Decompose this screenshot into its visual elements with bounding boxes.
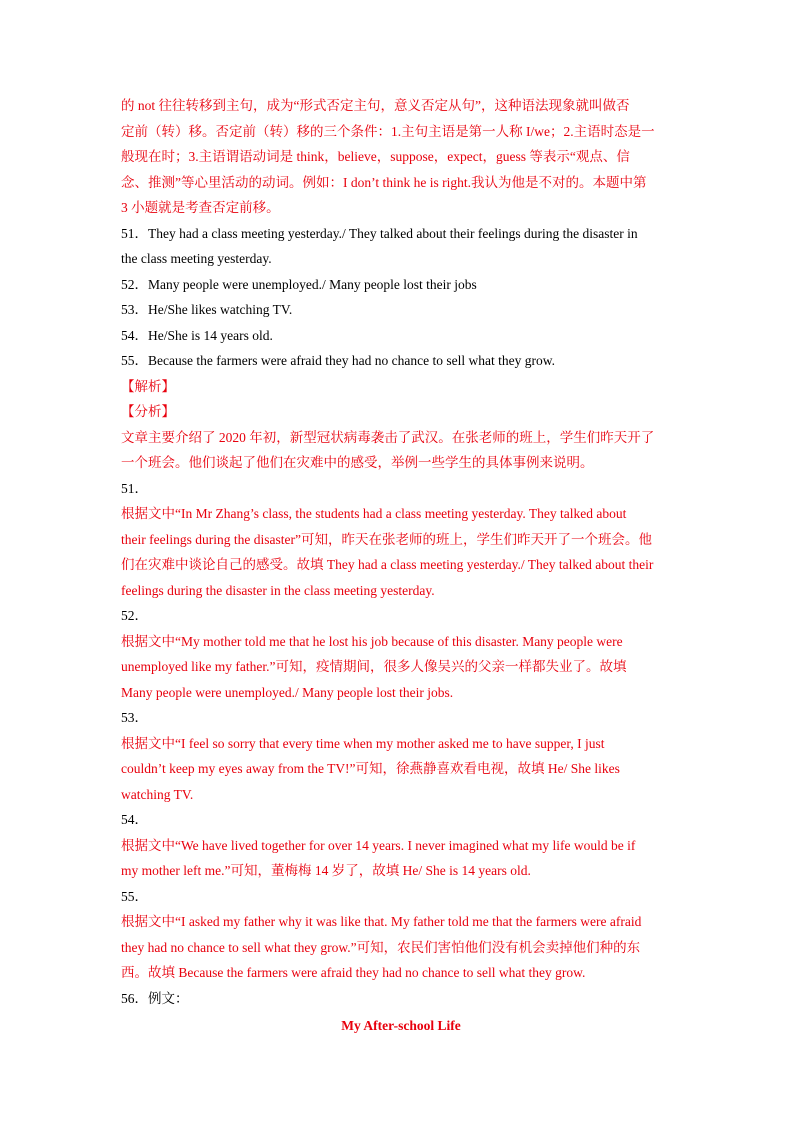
document-body [121,93,681,1011]
text-line: 54．He/She is 14 years old. [121,327,273,343]
text-line: 根据文中“We have lived together for over 14 years. I never imagined what my life would be if [121,837,636,853]
text-line: 根据文中“In Mr Zhang’s class, the students had a class meeting yesterday. They talked about [121,506,627,521]
text-line: the class meeting yesterday. [121,251,272,266]
text-line: 53．He/She likes watching TV. [121,302,293,317]
text-line: couldn’t keep my eyes away from the TV!”可知，徐燕静喜欢看电视，故填 He/ She likes [121,761,620,776]
text-line: Many people were unemployed./ Many people lost their jobs. [121,684,454,700]
text-line: 根据文中“I feel so sorry that every time when my mother asked me to have supper, I just [121,735,605,751]
text-line: 55． [121,888,148,904]
essay-title: My After-school Life [341,1018,461,1033]
text-line: 3 小题就是考查否定前移。 [121,200,280,215]
text-line: 一个班会。他们谈起了他们在灾难中的感受，举例一些学生的具体事例来说明。 [121,455,594,470]
text-line: 【解析】 [121,378,175,394]
text-line: 念、推测”等心里活动的动词。例如：I don’t think he is right.我认为他是不对的。本题中第 [121,174,647,190]
document-page [121,93,681,1039]
text-line: 西。故填 Because the farmers were afraid they had no chance to sell what they grow. [121,965,586,980]
text-line: unemployed like my father.”可知，疫情期间，很多人像吴兴的父亲一样都失业了。故填 [121,659,627,674]
text-line: 54． [121,812,148,827]
text-line: 的 not 往往转移到主句，成为“形式否定主句，意义否定从句”，这种语法现象就叫做否 [121,98,630,113]
text-line: their feelings during the disaster”可知，昨天在张老师的班上，学生们昨天开了一个班会。他 [121,531,652,547]
text-line: 53． [121,710,148,725]
text-line: 52． [121,608,148,623]
text-line: 51． [121,480,148,496]
text-line: 56．例文： [121,990,189,1006]
text-line: my mother left me.”可知，董梅梅 14 岁了，故填 He/ She is 14 years old. [121,863,531,878]
text-line: feelings during the disaster in the class meeting yesterday. [121,582,435,598]
text-line: 般现在时；3.主语谓语动词是 think，believe，suppose，expect，guess 等表示“观点、信 [121,149,630,164]
text-line: 52．Many people were unemployed./ Many people lost their jobs [121,276,477,292]
text-line: 根据文中“I asked my father why it was like that. My father told me that the farmers were afraid [121,914,642,929]
text-line: 定前（转）移。否定前（转）移的三个条件：1.主句主语是第一人称 I/we；2.主语时态是一 [121,123,655,139]
text-line: 51．They had a class meeting yesterday./ They talked about their feelings during the disaster in [121,225,638,241]
text-line: 根据文中“My mother told me that he lost his job because of this disaster. Many people were [121,633,623,649]
text-line: 文章主要介绍了 2020 年初，新型冠状病毒袭击了武汉。在张老师的班上，学生们昨天开了 [121,429,655,445]
text-line: 们在灾难中谈论自己的感受。故填 They had a class meeting yesterday./ They talked about their [121,557,654,572]
text-line: 【分析】 [121,404,175,419]
text-line: they had no chance to sell what they grow.”可知，农民们害怕他们没有机会卖掉他们种的东 [121,939,641,955]
text-line: watching TV. [121,786,194,802]
text-line: 55．Because the farmers were afraid they had no chance to sell what they grow. [121,353,555,368]
